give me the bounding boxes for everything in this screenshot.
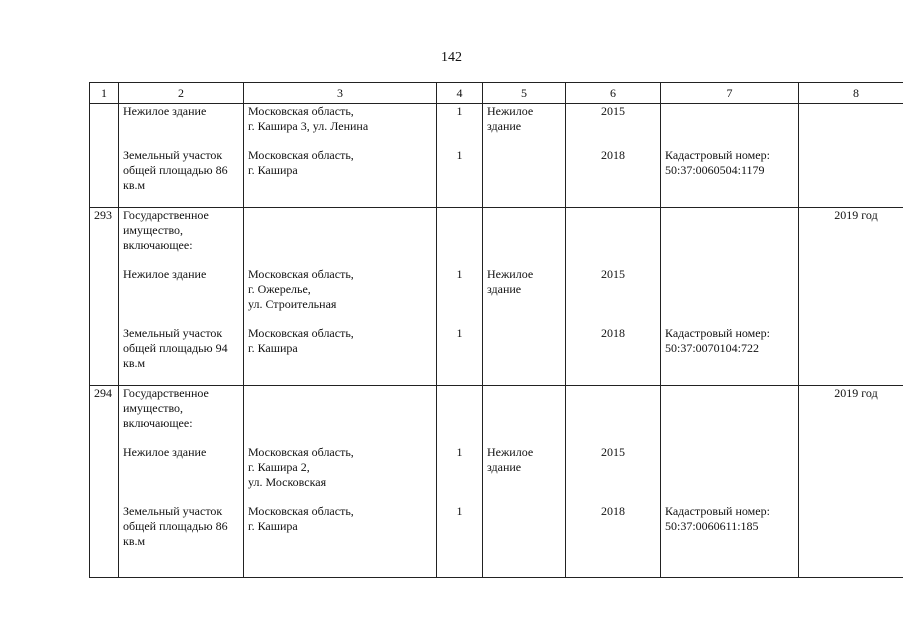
cell-cadastral: [661, 208, 799, 254]
spacer-row: [90, 549, 903, 563]
cell-address: Московская область, г. Кашира 2, ул. Московская: [244, 445, 437, 490]
spacer-row: [90, 490, 903, 504]
header-col-1: 1: [90, 83, 119, 104]
cell-cadastral: [661, 386, 799, 432]
table-body: [90, 104, 903, 578]
cell-number: [90, 267, 119, 312]
cell-year: 2018: [566, 504, 661, 549]
cell-cadastral: [661, 104, 799, 135]
table-row: [90, 148, 903, 193]
header-col-3: 3: [244, 83, 437, 104]
header-col-8: 8: [799, 83, 903, 104]
cell-year: 2018: [566, 148, 661, 193]
header-col-7: 7: [661, 83, 799, 104]
page-number: 142: [441, 50, 462, 65]
cell-number: [90, 504, 119, 549]
cell-name: Земельный участок общей площадью 94 кв.м: [119, 326, 244, 371]
cell-kind: [483, 504, 566, 549]
cell-kind: Нежилое здание: [483, 445, 566, 490]
spacer-row: [90, 193, 903, 208]
cell-period: [799, 326, 903, 371]
cell-quantity: 1: [437, 267, 483, 312]
spacer-row: [90, 134, 903, 148]
cell-year: 2015: [566, 267, 661, 312]
cell-address: Московская область, г. Кашира 3, ул. Ленина: [244, 104, 437, 135]
cell-name: Государственное имущество, включающее:: [119, 386, 244, 432]
cell-quantity: [437, 386, 483, 432]
cell-cadastral: Кадастровый номер: 50:37:0070104:722: [661, 326, 799, 371]
cell-quantity: 1: [437, 148, 483, 193]
header-row: [90, 83, 903, 104]
cell-name: Земельный участок общей площадью 86 кв.м: [119, 504, 244, 549]
cell-address: Московская область, г. Кашира: [244, 504, 437, 549]
cell-name: Нежилое здание: [119, 267, 244, 312]
cell-quantity: 1: [437, 445, 483, 490]
cell-cadastral: Кадастровый номер: 50:37:0060504:1179: [661, 148, 799, 193]
table-header: [90, 83, 903, 104]
spacer-row: [90, 253, 903, 267]
cell-quantity: [437, 208, 483, 254]
cell-period: [799, 148, 903, 193]
cell-cadastral: [661, 445, 799, 490]
cell-period: 2019 год: [799, 208, 903, 254]
cell-cadastral: Кадастровый номер: 50:37:0060611:185: [661, 504, 799, 549]
property-table: [89, 82, 903, 578]
table-row: [90, 504, 903, 549]
header-col-5: 5: [483, 83, 566, 104]
cell-number: [90, 148, 119, 193]
cell-period: [799, 104, 903, 135]
header-col-4: 4: [437, 83, 483, 104]
cell-address: Московская область, г. Кашира: [244, 148, 437, 193]
cell-kind: Нежилое здание: [483, 267, 566, 312]
cell-number: [90, 326, 119, 371]
cell-number: 293: [90, 208, 119, 254]
cell-name: Нежилое здание: [119, 445, 244, 490]
cell-quantity: 1: [437, 326, 483, 371]
cell-address: Московская область, г. Кашира: [244, 326, 437, 371]
table-row: [90, 326, 903, 371]
cell-cadastral: [661, 267, 799, 312]
cell-period: [799, 445, 903, 490]
group-title-row: [90, 386, 903, 432]
cell-address: Московская область, г. Ожерелье, ул. Строительная: [244, 267, 437, 312]
table-row: [90, 267, 903, 312]
cell-number: 294: [90, 386, 119, 432]
cell-number: [90, 445, 119, 490]
spacer-row: [90, 431, 903, 445]
group-title-row: [90, 208, 903, 254]
spacer-row: [90, 563, 903, 578]
table-row: [90, 445, 903, 490]
cell-period: 2019 год: [799, 386, 903, 432]
cell-year: 2015: [566, 445, 661, 490]
cell-kind: [483, 386, 566, 432]
cell-number: [90, 104, 119, 135]
cell-name: Государственное имущество, включающее:: [119, 208, 244, 254]
header-col-6: 6: [566, 83, 661, 104]
cell-name: Земельный участок общей площадью 86 кв.м: [119, 148, 244, 193]
cell-address: [244, 208, 437, 254]
cell-kind: [483, 326, 566, 371]
cell-year: 2015: [566, 104, 661, 135]
spacer-row: [90, 312, 903, 326]
cell-quantity: 1: [437, 104, 483, 135]
header-col-2: 2: [119, 83, 244, 104]
cell-kind: Нежилое здание: [483, 104, 566, 135]
cell-period: [799, 504, 903, 549]
cell-year: [566, 208, 661, 254]
cell-quantity: 1: [437, 504, 483, 549]
cell-year: 2018: [566, 326, 661, 371]
spacer-row: [90, 371, 903, 386]
table-row: [90, 104, 903, 135]
cell-period: [799, 267, 903, 312]
cell-kind: [483, 208, 566, 254]
cell-kind: [483, 148, 566, 193]
cell-year: [566, 386, 661, 432]
cell-name: Нежилое здание: [119, 104, 244, 135]
cell-address: [244, 386, 437, 432]
